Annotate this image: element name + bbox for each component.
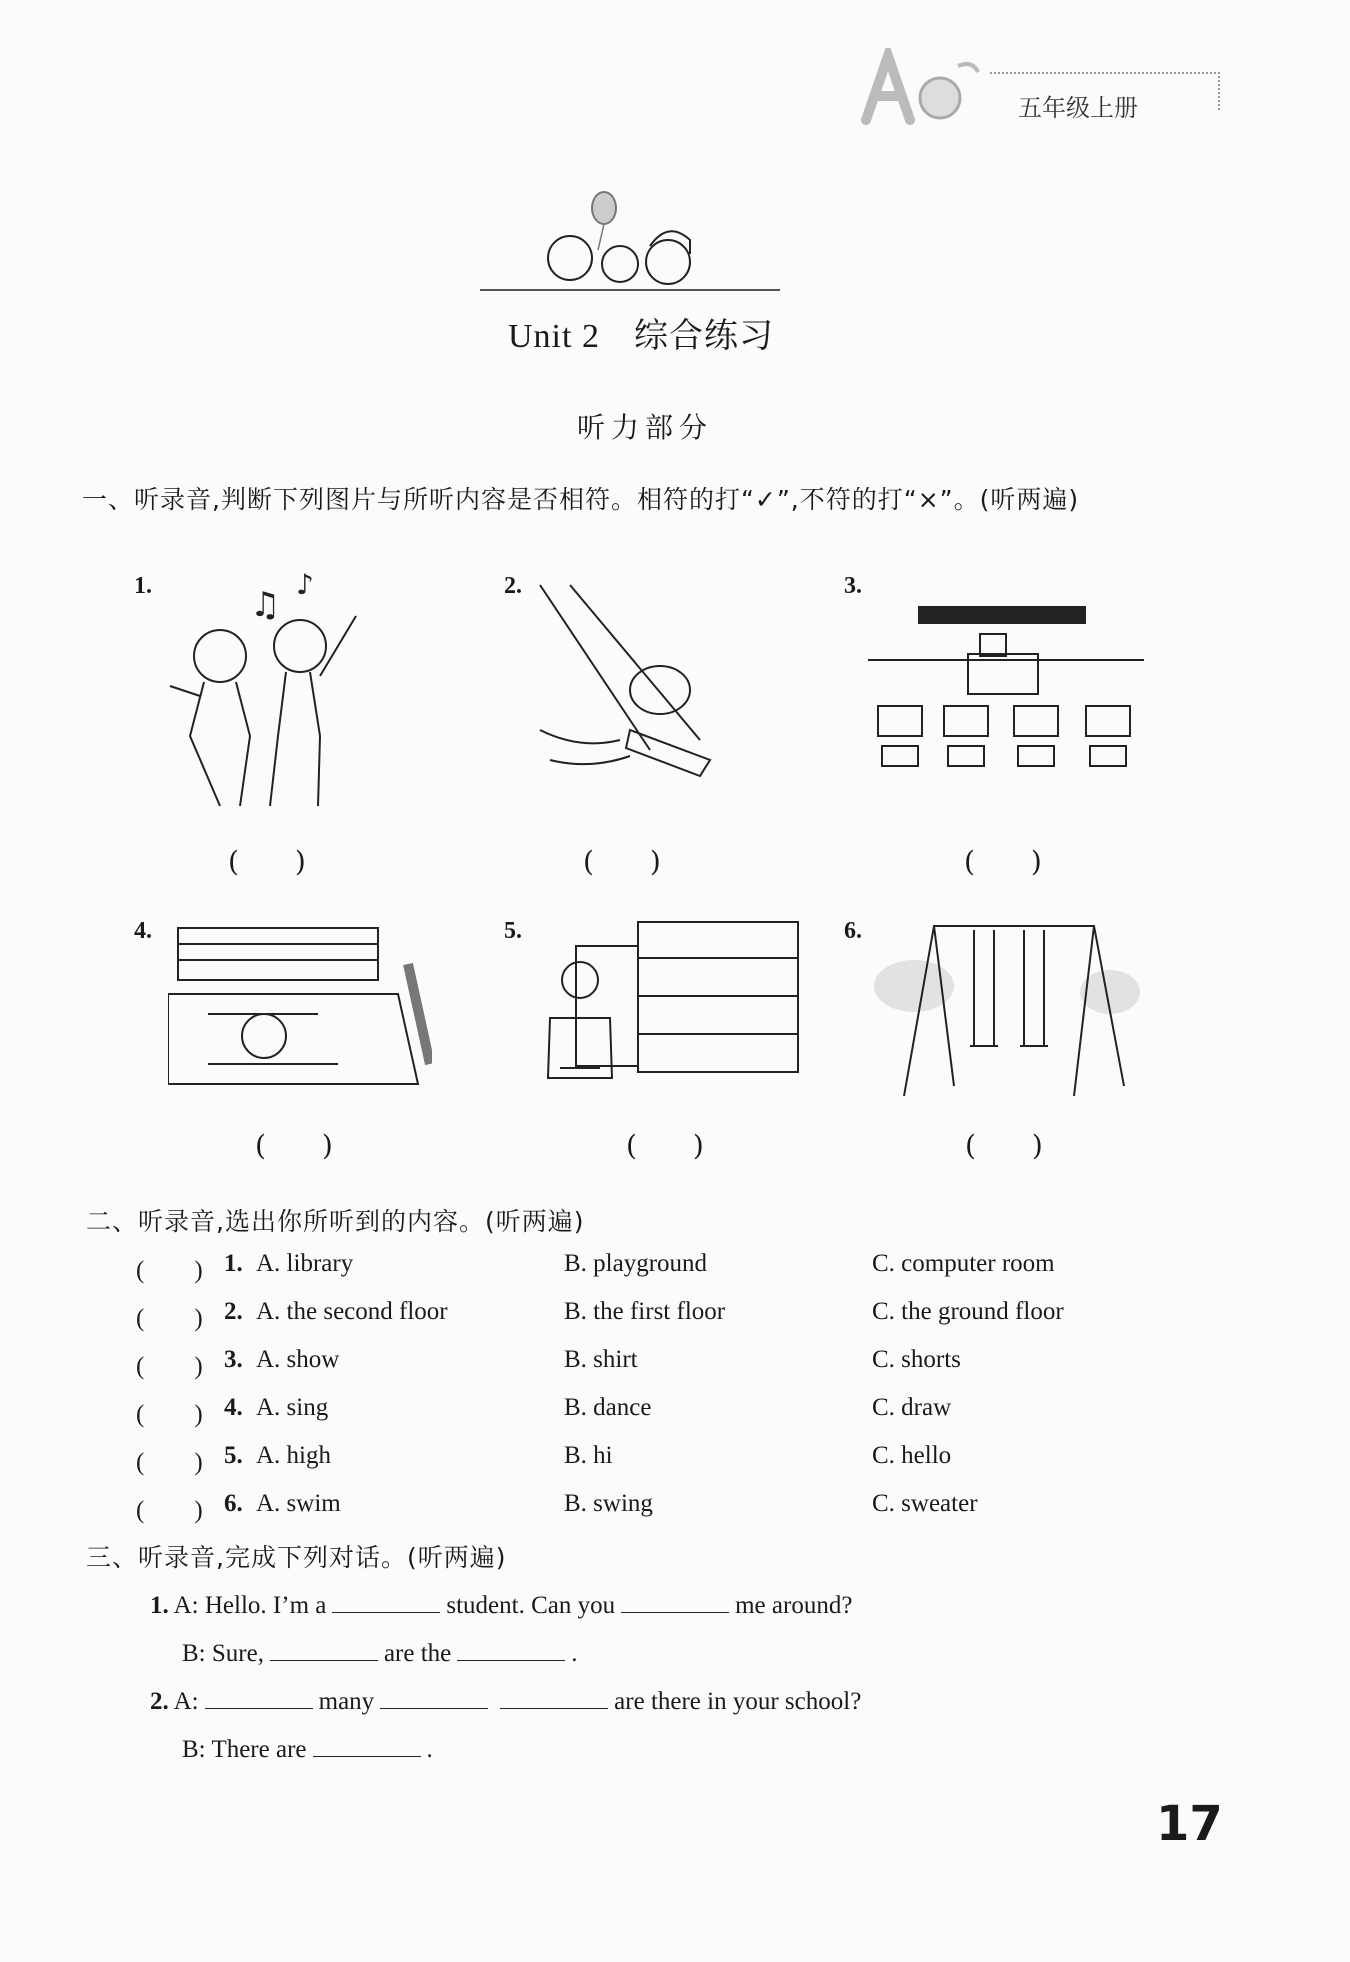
ab-logo-icon bbox=[858, 48, 998, 128]
dialogue-text: student. Can you bbox=[446, 1592, 616, 1619]
dialogue-text: . bbox=[426, 1736, 433, 1763]
blank-field[interactable] bbox=[270, 1634, 378, 1661]
unit-title bbox=[508, 308, 774, 357]
blank-field[interactable] bbox=[313, 1730, 421, 1757]
boy-reading-library-picture bbox=[540, 918, 802, 1096]
option-a: A. the second floor bbox=[256, 1298, 448, 1325]
answer-parens[interactable]: ( ) bbox=[136, 1401, 203, 1428]
page-number: 17 bbox=[1156, 1796, 1223, 1852]
section3-heading: 三、听录音,完成下列对话。(听两遍) bbox=[86, 1543, 507, 1572]
dialogue-text: are the bbox=[383, 1640, 452, 1667]
answer-parens[interactable]: ( ) bbox=[136, 1497, 203, 1524]
picture-3-answer-parens[interactable]: ( ) bbox=[964, 845, 1042, 878]
picture-2-number: 2. bbox=[504, 573, 522, 599]
option-c: C. draw bbox=[872, 1394, 952, 1421]
answer-parens[interactable]: ( ) bbox=[136, 1353, 203, 1380]
school-playground-picture bbox=[168, 924, 432, 1096]
option-c: C. shorts bbox=[872, 1346, 961, 1373]
dialogue-text: Sure, bbox=[211, 1640, 264, 1667]
dialogue1-line-b bbox=[182, 1634, 578, 1668]
picture-1-answer-parens[interactable]: ( ) bbox=[228, 845, 306, 878]
option-b: B. dance bbox=[564, 1394, 652, 1421]
dancing-girls-picture bbox=[160, 566, 390, 816]
blank-field[interactable] bbox=[332, 1586, 440, 1613]
dialogue-text: . bbox=[571, 1640, 578, 1667]
question-number: 5. bbox=[224, 1442, 243, 1469]
choice-row-1 bbox=[136, 1250, 1136, 1290]
dialogue-number: 1. bbox=[150, 1592, 169, 1619]
blank-field[interactable] bbox=[621, 1586, 729, 1613]
option-a: A. high bbox=[256, 1442, 331, 1469]
option-a: A. sing bbox=[256, 1394, 329, 1421]
blank-field[interactable] bbox=[457, 1634, 565, 1661]
listening-part-title: 听力部分 bbox=[577, 411, 714, 444]
option-c: C. hello bbox=[872, 1442, 952, 1469]
question-number: 3. bbox=[224, 1346, 243, 1373]
answer-parens[interactable]: ( ) bbox=[136, 1305, 203, 1332]
picture-6-number: 6. bbox=[844, 918, 862, 944]
speaker-a: A: bbox=[173, 1592, 199, 1619]
picture-1-number: 1. bbox=[134, 573, 152, 599]
blank-field[interactable] bbox=[205, 1682, 313, 1709]
option-c: C. the ground floor bbox=[872, 1298, 1064, 1325]
dialogue-number: 2. bbox=[150, 1688, 169, 1715]
question-number: 4. bbox=[224, 1394, 243, 1421]
grade-label: 五年级上册 bbox=[1018, 94, 1138, 122]
dialogue2-line-b bbox=[182, 1730, 433, 1764]
picture-6-answer-parens[interactable]: ( ) bbox=[965, 1129, 1043, 1162]
swing-set-picture bbox=[874, 916, 1140, 1102]
option-b: B. the first floor bbox=[564, 1298, 726, 1325]
mouse-on-swing-picture bbox=[530, 580, 730, 810]
option-c: C. computer room bbox=[872, 1250, 1055, 1277]
picture-2-answer-parens[interactable]: ( ) bbox=[583, 845, 661, 878]
picture-4-number: 4. bbox=[134, 918, 152, 944]
option-a: A. library bbox=[256, 1250, 354, 1277]
choice-row-5 bbox=[136, 1442, 1136, 1482]
speaker-a: A: bbox=[173, 1688, 199, 1715]
option-b: B. playground bbox=[564, 1250, 708, 1277]
computer-classroom-picture bbox=[868, 598, 1144, 784]
choice-row-2 bbox=[136, 1298, 1136, 1338]
unit-number: Unit 2 bbox=[508, 318, 600, 355]
choice-row-6 bbox=[136, 1490, 1136, 1530]
option-b: B. swing bbox=[564, 1490, 653, 1517]
dialogue2-line-a bbox=[150, 1682, 861, 1716]
svg-text:♫: ♫ bbox=[250, 585, 281, 625]
picture-3-number: 3. bbox=[844, 573, 862, 599]
option-a: A. show bbox=[256, 1346, 340, 1373]
dialogue1-line-a bbox=[150, 1586, 852, 1620]
section2-heading: 二、听录音,选出你所听到的内容。(听两遍) bbox=[86, 1207, 585, 1236]
option-c: C. sweater bbox=[872, 1490, 978, 1517]
section1-heading: 一、听录音,判断下列图片与所听内容是否相符。相符的打“✓”,不符的打“×”。(听两遍) bbox=[82, 485, 1080, 514]
picture-4-answer-parens[interactable]: ( ) bbox=[255, 1129, 333, 1162]
choice-row-3 bbox=[136, 1346, 1136, 1386]
answer-parens[interactable]: ( ) bbox=[136, 1257, 203, 1284]
speaker-b: B: bbox=[182, 1640, 206, 1667]
picture-5-number: 5. bbox=[504, 918, 522, 944]
children-balloon-illustration bbox=[480, 190, 780, 300]
svg-text:♪: ♪ bbox=[296, 568, 314, 601]
dialogue-text: me around? bbox=[735, 1592, 853, 1619]
dialogue-text: are there in your school? bbox=[614, 1688, 862, 1715]
dialogue-text: Hello. I’m a bbox=[204, 1592, 327, 1619]
choice-row-4 bbox=[136, 1394, 1136, 1434]
question-number: 6. bbox=[224, 1490, 243, 1517]
answer-parens[interactable]: ( ) bbox=[136, 1449, 203, 1476]
question-number: 1. bbox=[224, 1250, 243, 1277]
picture-5-answer-parens[interactable]: ( ) bbox=[626, 1129, 704, 1162]
option-b: B. hi bbox=[564, 1442, 613, 1469]
question-number: 2. bbox=[224, 1298, 243, 1325]
dialogue-text: many bbox=[318, 1688, 375, 1715]
blank-field[interactable] bbox=[500, 1682, 608, 1709]
dialogue-text: There are bbox=[211, 1736, 307, 1763]
unit-name: 综合练习 bbox=[633, 316, 774, 356]
blank-field[interactable] bbox=[380, 1682, 488, 1709]
option-b: B. shirt bbox=[564, 1346, 638, 1373]
speaker-b: B: bbox=[182, 1736, 206, 1763]
option-a: A. swim bbox=[256, 1490, 341, 1517]
